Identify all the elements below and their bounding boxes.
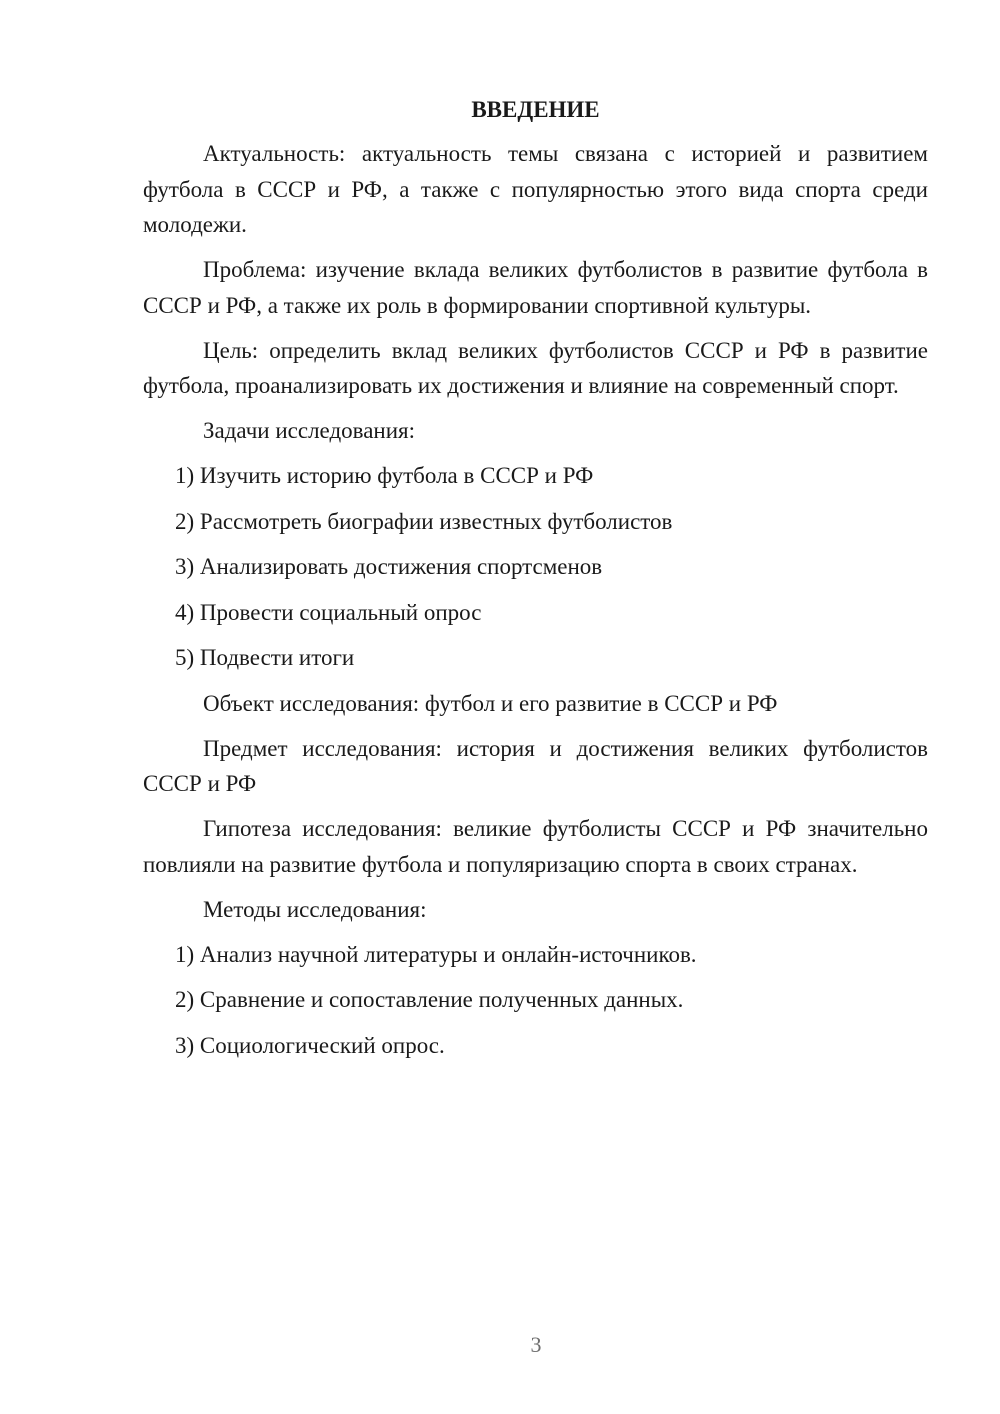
relevance-paragraph: Актуальность: актуальность темы связана с историей и развитием футбола в СССР и РФ, а также с популярностью этого вида спорта среди молодежи. bbox=[143, 141, 928, 237]
page-number: 3 bbox=[530, 1332, 542, 1357]
list-item: 4) Провести социальный опрос bbox=[175, 599, 482, 625]
problem-paragraph: Проблема: изучение вклада великих футболистов в развитие футбола в СССР и РФ, а также их роль в формировании спортивной культуры. bbox=[143, 257, 928, 318]
list-item: 2) Рассмотреть биографии известных футболистов bbox=[175, 508, 673, 534]
list-item: 3) Анализировать достижения спортсменов bbox=[175, 554, 603, 579]
list-item: 1) Изучить историю футбола в СССР и РФ bbox=[175, 463, 594, 488]
list-item: 2) Сравнение и сопоставление полученных данных. bbox=[175, 987, 684, 1012]
goal-paragraph: Цель: определить вклад великих футболистов СССР и РФ в развитие футбола, проанализировать их достижения и влияние на современный спорт. bbox=[143, 337, 928, 398]
page-title: ВВЕДЕНИЕ bbox=[471, 97, 600, 122]
list-item: 3) Социологический опрос. bbox=[175, 1032, 445, 1058]
document-body bbox=[143, 92, 928, 1073]
subject-paragraph: Предмет исследования: история и достижения великих футболистов СССР и РФ bbox=[143, 735, 928, 796]
list-item: 5) Подвести итоги bbox=[175, 645, 355, 670]
tasks-list bbox=[143, 458, 928, 676]
tasks-heading: Задачи исследования: bbox=[203, 418, 416, 443]
list-item: 1) Анализ научной литературы и онлайн-источников. bbox=[175, 941, 697, 967]
hypothesis-paragraph: Гипотеза исследования: великие футболисты СССР и РФ значительно повлияли на развитие футбола и популяризацию спорта в своих странах. bbox=[143, 816, 928, 877]
methods-list bbox=[143, 937, 928, 1064]
object-paragraph: Объект исследования: футбол и его развитие в СССР и РФ bbox=[203, 690, 778, 716]
methods-heading: Методы исследования: bbox=[203, 896, 427, 922]
